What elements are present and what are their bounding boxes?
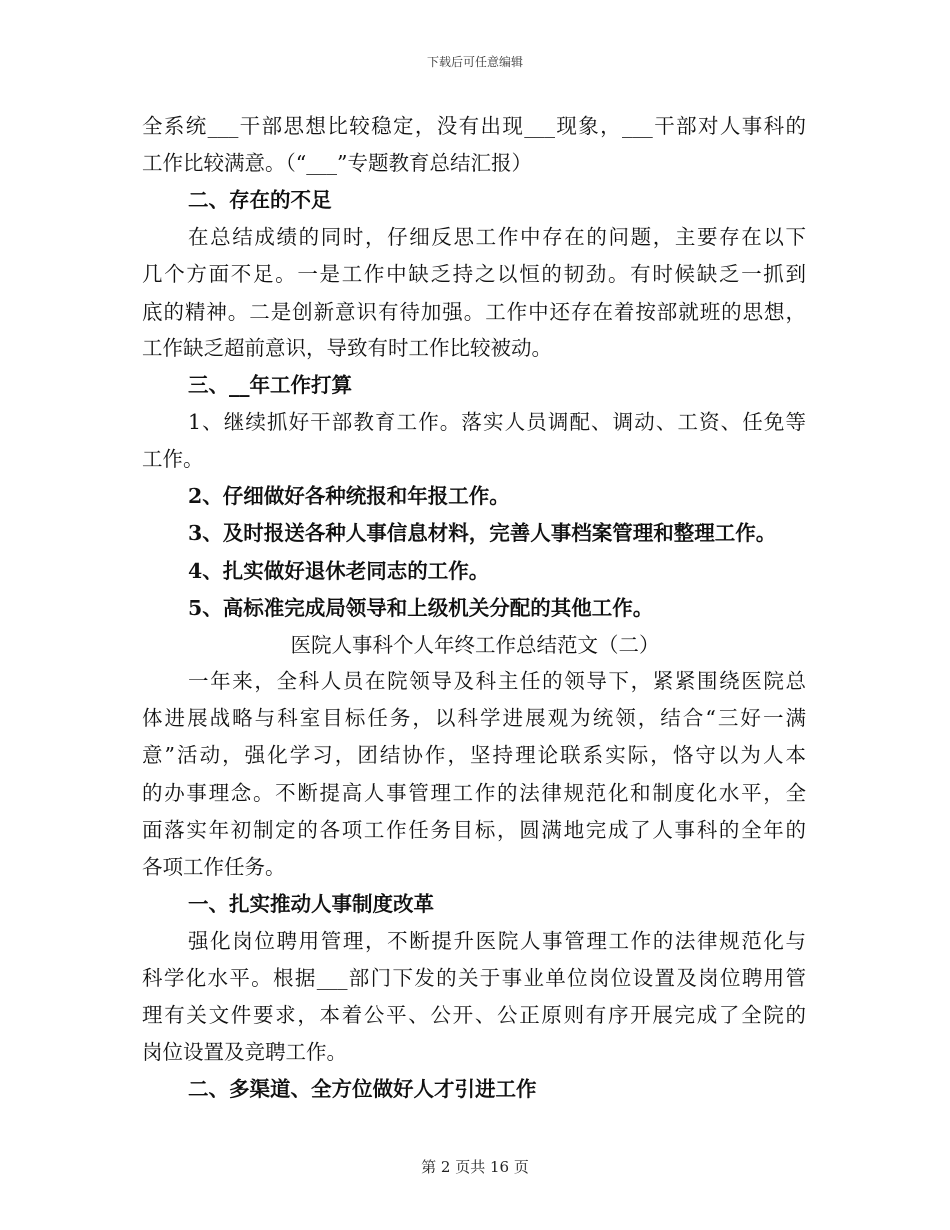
list-item: 3、及时报送各种人事信息材料，完善人事档案管理和整理工作。 [188,521,777,545]
body-text-line: 几个方面不足。一是工作中缺乏持之以恒的韧劲。有时候缺乏一抓到 [142,262,806,286]
section-heading: 二、多渠道、全方位做好人才引进工作 [188,1077,537,1101]
document-title: 医院人事科个人年终工作总结范文（二） [290,633,660,657]
list-item: 4、扎实做好退休老同志的工作。 [188,559,490,583]
body-text-line: 工作缺乏超前意识，导致有时工作比较被动。 [142,336,552,360]
body-text-line: 强化岗位聘用管理，不断提升医院人事管理工作的法律规范化与 [188,929,806,953]
list-item: 5、高标准完成局领导和上级机关分配的其他工作。 [188,596,654,620]
body-text-line: 岗位设置及竞聘工作。 [142,1040,347,1064]
list-item: 2、仔细做好各种统报和年报工作。 [188,484,510,508]
body-text-line: 科学化水平。根据___部门下发的关于事业单位岗位设置及岗位聘用管 [142,966,806,990]
body-text-line: 1、继续抓好干部教育工作。落实人员调配、调动、工资、任免等 [188,410,806,434]
page-footer: 第 2 页共 16 页 [421,1158,529,1176]
section-heading: 一、扎实推动人事制度改革 [188,892,434,916]
body-text-line: 底的精神。二是创新意识有待加强。工作中还存在着按部就班的思想， [142,300,806,324]
page-header: 下载后可任意编辑 [426,55,523,69]
body-text-line: 工作。 [142,447,204,471]
section-heading: 二、存在的不足 [188,188,332,212]
body-text-line: 理有关文件要求，本着公平、公开、公正原则有序开展完成了全院的 [142,1003,806,1027]
body-text-line: 的办事理念。不断提高人事管理工作的法律规范化和制度化水平，全 [142,781,806,805]
body-text-line: 各项工作任务。 [142,855,286,879]
body-text-line: 一年来，全科人员在院领导及科主任的领导下，紧紧围绕医院总 [188,669,806,693]
body-text-line: 全系统___干部思想比较稳定，没有出现___现象，___干部对人事科的 [142,114,806,138]
body-text-line: 意”活动，强化学习，团结协作，坚持理论联系实际，恪守以为人本 [142,743,806,767]
body-text-line: 在总结成绩的同时，仔细反思工作中存在的问题，主要存在以下 [188,225,806,249]
body-text-line: 面落实年初制定的各项工作任务目标，圆满地完成了人事科的全年的 [142,818,806,842]
section-heading: 三、__年工作打算 [188,373,352,397]
body-text-line: 体进展战略与科室目标任务，以科学进展观为统领，结合“三好一满 [142,706,806,730]
body-text-line: 工作比较满意。（“___”专题教育总结汇报） [142,151,532,175]
